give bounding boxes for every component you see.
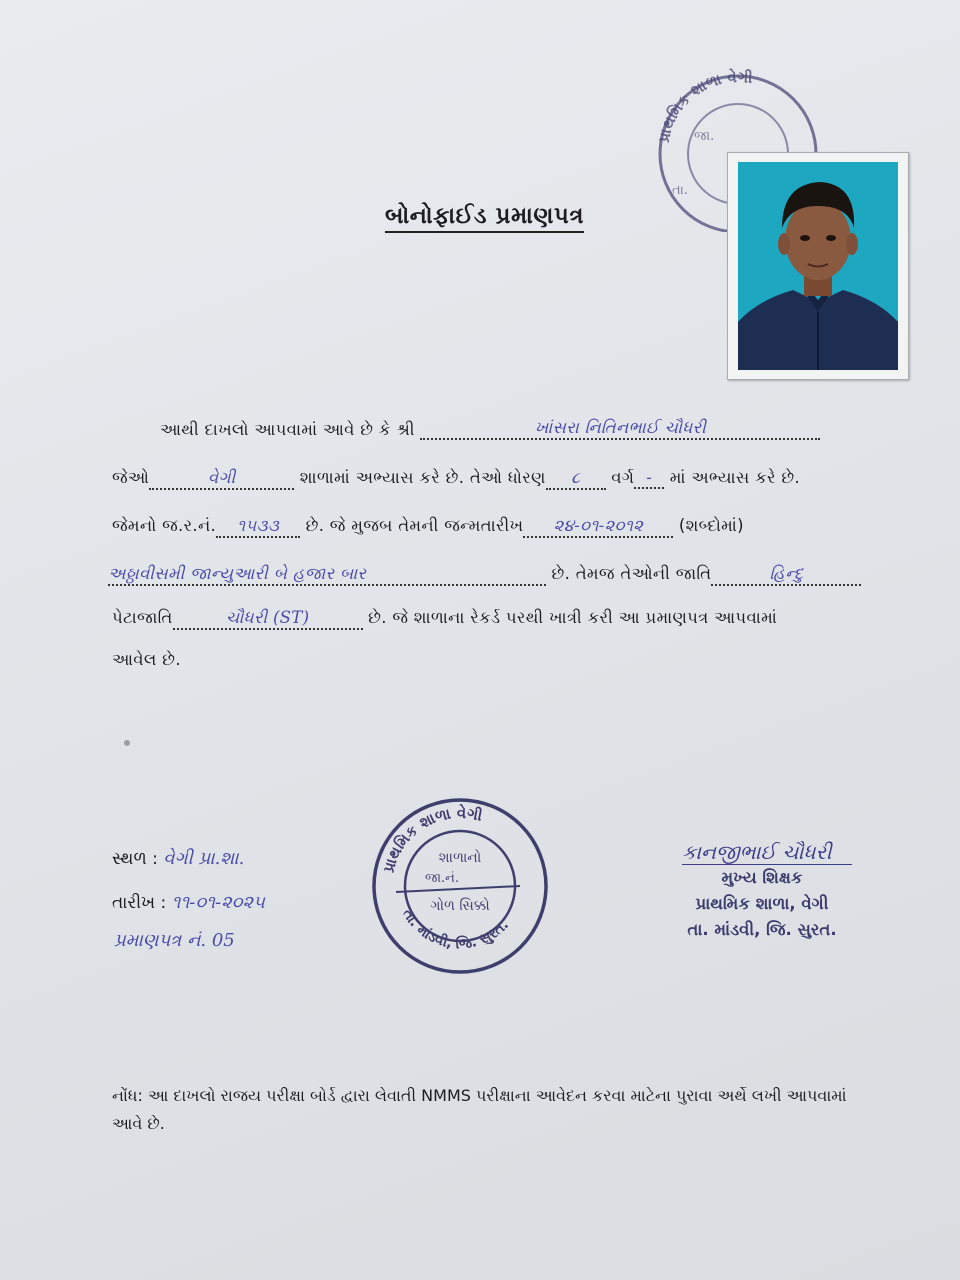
round-stamp-arc-top: પ્રાથમિક શાળા વેગી bbox=[379, 803, 484, 875]
standard-field: ૮ bbox=[546, 468, 606, 490]
round-stamp-arc-bottom: તા. માંડવી, જિ. સુરત. bbox=[399, 906, 513, 953]
body-line-3-c: (શબ્દોમાં) bbox=[678, 516, 744, 535]
body-line-1-prefix: આથી દાખલો આપવામાં આવે છે કે શ્રી bbox=[160, 420, 415, 439]
body-line-3 bbox=[112, 516, 744, 538]
body-line-3-a: જેમનો જ.ર.નં. bbox=[112, 516, 217, 535]
certificate-number: પ્રમાણપત્ર નં. 05 bbox=[114, 930, 235, 951]
body-line-6: આવેલ છે. bbox=[112, 650, 181, 669]
student-photo bbox=[738, 162, 898, 370]
stamp-top-arc-text: પ્રાથમિક શાળા વેગી bbox=[654, 67, 754, 145]
register-number-field: ૧૫૩૩ bbox=[216, 516, 300, 538]
body-line-2-b: શાળામાં અભ્યાસ કરે છે. તેઓ ધોરણ bbox=[299, 468, 546, 487]
school-name-field: વેગી bbox=[149, 468, 294, 490]
body-line-2-a: જેઓ bbox=[112, 468, 150, 487]
body-line-2 bbox=[112, 468, 800, 490]
body-line-1 bbox=[160, 420, 820, 442]
place-label: સ્થળ : bbox=[112, 849, 158, 869]
date-value: ૧૧-૦૧-૨૦૨૫ bbox=[171, 892, 265, 913]
round-stamp-inner-2: જા.નં. bbox=[424, 871, 460, 886]
caste-field: હિન્દુ bbox=[711, 564, 861, 586]
signature-title: મુખ્ય શિક્ષક bbox=[721, 868, 803, 887]
body-line-5 bbox=[112, 608, 777, 630]
subcaste-field: ચૌધરી (ST) bbox=[173, 608, 363, 630]
body-line-5-b: છે. જે શાળાના રેકર્ડ પરથી ખાત્રી કરી આ પ્રમાણપત્ર આપવામાં bbox=[368, 608, 778, 627]
signature-block bbox=[652, 840, 872, 943]
handwritten-signature: કાનજીભાઈ ચૌધરી bbox=[682, 840, 852, 865]
photo-frame bbox=[727, 152, 909, 380]
body-line-4-b: છે. તેમજ તેઓની જાતિ bbox=[551, 564, 712, 583]
student-photo-illustration bbox=[738, 162, 898, 370]
body-line-3-b: છે. જે મુજબ તેમની જન્મતારીખ bbox=[305, 516, 524, 535]
signature-address: તા. માંડવી, જિ. સુરત. bbox=[687, 920, 837, 939]
student-name-field: ખાંસરા નિતિનભાઈ ચૌધરી bbox=[420, 418, 820, 440]
birth-date-field: ૨૪-૦૧-૨૦૧૨ bbox=[523, 516, 673, 538]
signature-school: પ્રાથમિક શાળા, વેગી bbox=[695, 894, 829, 913]
date-row bbox=[112, 892, 265, 913]
certificate-title: બોનોફાઈડ પ્રમાણપત્ર bbox=[385, 203, 584, 233]
division-field: - bbox=[634, 468, 664, 489]
body-line-2-c: વર્ગ bbox=[611, 468, 635, 487]
round-stamp-inner-1: શાળાનો bbox=[438, 850, 482, 866]
body-line-5-a: પેટાજાતિ bbox=[112, 608, 173, 627]
stamp-top-inner-a: જા. bbox=[694, 129, 715, 144]
stamp-top-inner-b: તા. bbox=[672, 183, 688, 198]
round-stamp-inner-3: ગોળ સિક્કો bbox=[430, 898, 490, 914]
footnote: નોંધ: આ દાખલો રાજય પરીક્ષા બોર્ડ દ્વારા લેવાતી NMMS પરીક્ષાના આવેદન કરવા માટેના પુરાવા અર્થે લખી આપવામાં આવે છે. bbox=[112, 1086, 847, 1133]
place-value: વેગી પ્રા.શા. bbox=[163, 848, 245, 869]
paper-mark bbox=[124, 740, 130, 746]
place-row bbox=[112, 848, 244, 869]
body-line-2-d: માં અભ્યાસ કરે છે. bbox=[669, 468, 801, 487]
body-line-4 bbox=[108, 564, 861, 586]
birth-date-words-field: અઠ્ઠાવીસમી જાન્યુઆરી બે હજાર બાર bbox=[108, 564, 546, 586]
school-round-stamp bbox=[370, 790, 550, 976]
date-label: તારીખ : bbox=[112, 893, 167, 913]
